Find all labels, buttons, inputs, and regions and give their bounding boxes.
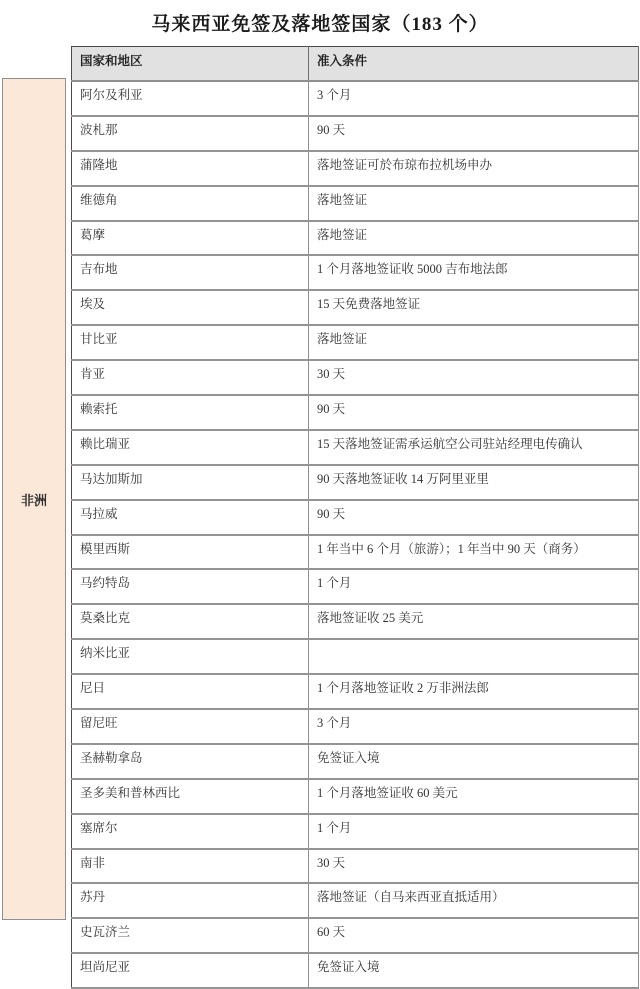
- country-cell: 南非: [72, 849, 309, 884]
- country-cell: 塞席尔: [72, 814, 309, 849]
- table-row: [72, 290, 639, 325]
- country-cell: 莫桑比克: [72, 604, 309, 639]
- country-cell: 波札那: [72, 116, 309, 151]
- condition-cell: 免签证入境: [309, 744, 639, 779]
- table-row: [72, 81, 639, 116]
- table-row: [72, 779, 639, 814]
- country-cell: 蒲隆地: [72, 151, 309, 186]
- condition-cell: 60 天: [309, 918, 639, 953]
- condition-cell: [309, 639, 639, 674]
- country-cell: 留尼旺: [72, 709, 309, 744]
- country-cell: 史瓦济兰: [72, 918, 309, 953]
- table-row: [72, 151, 639, 186]
- country-cell: 维德角: [72, 186, 309, 221]
- condition-cell: 落地签证收 25 美元: [309, 604, 639, 639]
- country-cell: 赖比瑞亚: [72, 430, 309, 465]
- country-cell: 吉布地: [72, 255, 309, 290]
- region-label: 非洲: [20, 492, 47, 508]
- country-cell: 模里西斯: [72, 535, 309, 570]
- condition-cell: 15 天免费落地签证: [309, 290, 639, 325]
- table-row: [72, 430, 639, 465]
- table-row: [72, 569, 639, 604]
- country-cell: 马拉威: [72, 500, 309, 535]
- table-row: [72, 500, 639, 535]
- table-row: [72, 325, 639, 360]
- condition-cell: 90 天: [309, 116, 639, 151]
- country-cell: 甘比亚: [72, 325, 309, 360]
- country-cell: 苏丹: [72, 883, 309, 918]
- table-row: [72, 360, 639, 395]
- condition-cell: 免签证入境: [309, 953, 639, 988]
- condition-cell: 3 个月: [309, 81, 639, 116]
- table-body: [72, 81, 639, 988]
- condition-cell: 1 个月落地签证收 2 万非洲法郎: [309, 674, 639, 709]
- page-title: 马来西亚免签及落地签国家（183 个）: [151, 14, 489, 35]
- country-cell: 埃及: [72, 290, 309, 325]
- condition-cell: 落地签证（自马来西亚直抵适用）: [309, 883, 639, 918]
- condition-cell: 落地签证: [309, 186, 639, 221]
- table-row: [72, 709, 639, 744]
- table-row: [72, 744, 639, 779]
- table-row: [72, 186, 639, 221]
- condition-cell: 1 个月落地签证收 5000 吉布地法郎: [309, 255, 639, 290]
- table-row: [72, 535, 639, 570]
- country-cell: 阿尔及利亚: [72, 81, 309, 116]
- table-row: [72, 395, 639, 430]
- country-cell: 圣多美和普林西比: [72, 779, 309, 814]
- condition-cell: 1 年当中 6 个月（旅游）；1 年当中 90 天（商务）: [309, 535, 639, 570]
- table-row: [72, 918, 639, 953]
- country-cell: 尼日: [72, 674, 309, 709]
- table-row: [72, 465, 639, 500]
- country-cell: 圣赫勒拿岛: [72, 744, 309, 779]
- table-row: [72, 883, 639, 918]
- column-header-country: 国家和地区: [72, 47, 309, 82]
- condition-cell: 90 天: [309, 395, 639, 430]
- condition-cell: 1 个月: [309, 569, 639, 604]
- table-row: [72, 604, 639, 639]
- condition-cell: 落地签证: [309, 325, 639, 360]
- condition-cell: 90 天落地签证收 14 万阿里亚里: [309, 465, 639, 500]
- region-cell-africa: [2, 78, 66, 920]
- header-row: [72, 47, 639, 82]
- table-row: [72, 639, 639, 674]
- visa-table: [71, 46, 639, 989]
- country-cell: 葛摩: [72, 221, 309, 256]
- condition-cell: 30 天: [309, 849, 639, 884]
- table-row: [72, 814, 639, 849]
- country-cell: 纳米比亚: [72, 639, 309, 674]
- column-header-condition: 准入条件: [309, 47, 639, 82]
- table-row: [72, 221, 639, 256]
- condition-cell: 15 天落地签证需承运航空公司驻站经理电传确认: [309, 430, 639, 465]
- country-cell: 坦尚尼亚: [72, 953, 309, 988]
- country-cell: 马达加斯加: [72, 465, 309, 500]
- condition-cell: 30 天: [309, 360, 639, 395]
- table-row: [72, 255, 639, 290]
- condition-cell: 3 个月: [309, 709, 639, 744]
- table-header: [72, 47, 639, 82]
- table-row: [72, 849, 639, 884]
- table-row: [72, 674, 639, 709]
- country-cell: 赖索托: [72, 395, 309, 430]
- condition-cell: 1 个月: [309, 814, 639, 849]
- country-cell: 马约特岛: [72, 569, 309, 604]
- condition-cell: 落地签证: [309, 221, 639, 256]
- condition-cell: 90 天: [309, 500, 639, 535]
- condition-cell: 1 个月落地签证收 60 美元: [309, 779, 639, 814]
- country-cell: 肯亚: [72, 360, 309, 395]
- condition-cell: 落地签证可於布琼布拉机场申办: [309, 151, 639, 186]
- table-row: [72, 953, 639, 988]
- table-row: [72, 116, 639, 151]
